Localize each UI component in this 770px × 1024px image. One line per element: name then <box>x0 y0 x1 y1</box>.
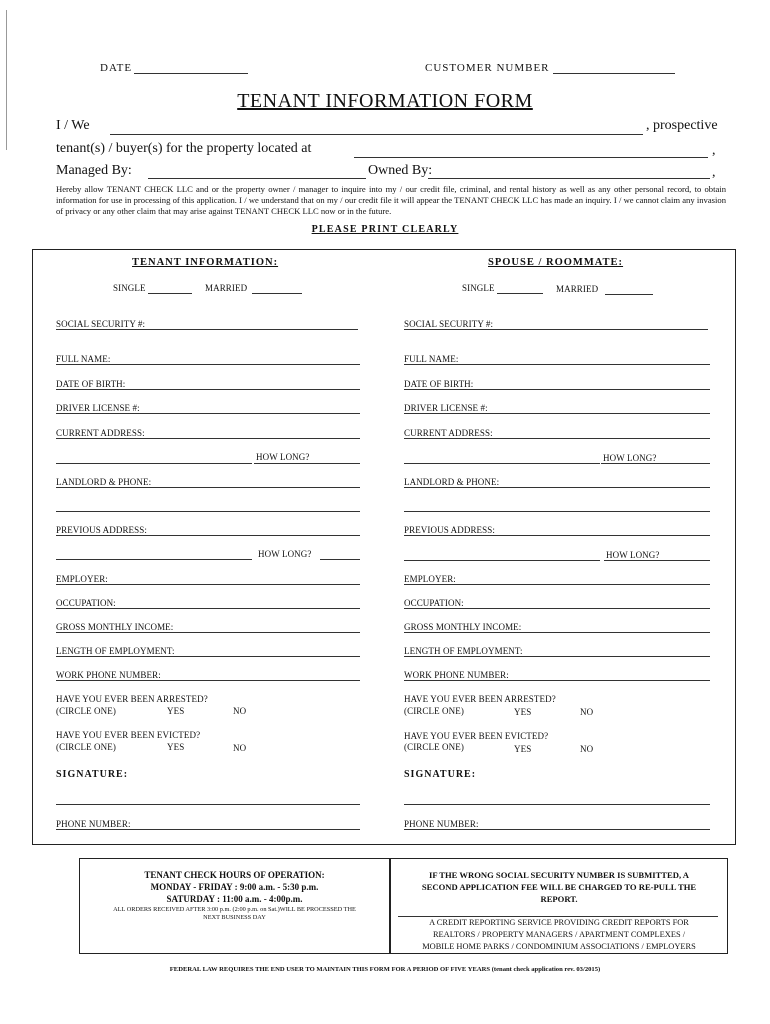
spouse-previous-address-label: PREVIOUS ADDRESS: <box>404 525 495 535</box>
hours-title: TENANT CHECK HOURS OF OPERATION: <box>144 870 325 880</box>
spouse-current-address-field[interactable] <box>404 438 710 439</box>
tenant-previous-address-label: PREVIOUS ADDRESS: <box>56 525 147 535</box>
spouse-married-field[interactable] <box>605 294 653 295</box>
spouse-dob-label: DATE OF BIRTH: <box>404 379 474 389</box>
tenant-single-field[interactable] <box>148 293 192 294</box>
i-we-label: I / We <box>56 118 90 133</box>
tenant-arrested-yes[interactable]: YES <box>167 706 185 716</box>
spouse-employer-field[interactable] <box>404 584 710 585</box>
tenant-landlord-line-2[interactable] <box>56 511 360 512</box>
tenant-employer-field[interactable] <box>56 584 360 585</box>
tenant-dob-label: DATE OF BIRTH: <box>56 379 126 389</box>
tenant-signature-label: SIGNATURE: <box>56 769 129 780</box>
tenant-signature-field[interactable] <box>56 804 360 805</box>
tenant-dob-field[interactable] <box>56 389 360 390</box>
spouse-how-long-field[interactable] <box>601 463 710 464</box>
application-box <box>32 249 736 845</box>
tenant-how-long-field[interactable] <box>254 463 360 464</box>
spouse-full-name-field[interactable] <box>404 364 710 365</box>
spouse-landlord-label: LANDLORD & PHONE: <box>404 477 500 487</box>
tenant-circle-one-2: (CIRCLE ONE) <box>56 742 116 752</box>
spouse-heading: SPOUSE / ROOMMATE: <box>488 257 624 268</box>
tenant-previous-address-line-2[interactable] <box>56 559 252 560</box>
applicant-names-field[interactable] <box>110 134 643 135</box>
spouse-work-phone-label: WORK PHONE NUMBER: <box>404 670 509 680</box>
tenant-full-name-field[interactable] <box>56 364 360 365</box>
tenant-landlord-field[interactable] <box>56 487 360 488</box>
spouse-signature-label: SIGNATURE: <box>404 769 477 780</box>
spouse-landlord-field[interactable] <box>404 487 710 488</box>
spouse-gross-income-field[interactable] <box>404 632 710 633</box>
spouse-occupation-label: OCCUPATION: <box>404 598 464 608</box>
spouse-married-label: MARRIED <box>556 284 599 294</box>
tenant-work-phone-label: WORK PHONE NUMBER: <box>56 670 161 680</box>
date-label: DATE <box>100 62 133 74</box>
spouse-how-long-label: HOW LONG? <box>603 453 657 463</box>
spouse-current-address-label: CURRENT ADDRESS: <box>404 428 493 438</box>
tenant-length-employment-field[interactable] <box>56 656 360 657</box>
page-title: TENANT INFORMATION FORM <box>237 90 533 112</box>
prospective-label: , prospective <box>646 118 718 133</box>
spouse-dob-field[interactable] <box>404 389 710 390</box>
tenant-evicted-no[interactable]: NO <box>233 743 247 753</box>
spouse-arrested-no[interactable]: NO <box>580 707 594 717</box>
tenant-ssn-field[interactable] <box>56 329 358 330</box>
managed-by-field[interactable] <box>148 178 366 179</box>
footer-notice: FEDERAL LAW REQUIRES THE END USER TO MAINTAIN THIS FORM FOR A PERIOD OF FIVE YEARS (tenant check application rev. 03/2015) <box>169 966 601 973</box>
spouse-circle-one-2: (CIRCLE ONE) <box>404 742 464 752</box>
tenant-how-long-label: HOW LONG? <box>256 452 310 462</box>
tenant-how-long-2-label: HOW LONG? <box>258 549 312 559</box>
spouse-length-employment-label: LENGTH OF EMPLOYMENT: <box>404 646 523 656</box>
spouse-occupation-field[interactable] <box>404 608 710 609</box>
spouse-landlord-line-2[interactable] <box>404 511 710 512</box>
tenant-arrested-no[interactable]: NO <box>233 706 247 716</box>
tenant-gross-income-label: GROSS MONTHLY INCOME: <box>56 622 174 632</box>
managed-by-label: Managed By: <box>56 163 132 178</box>
spouse-single-label: SINGLE <box>462 283 495 293</box>
tenant-how-long-2-field[interactable] <box>320 559 360 560</box>
spouse-single-field[interactable] <box>497 293 543 294</box>
tenant-current-address-line-2[interactable] <box>56 463 252 464</box>
spouse-ssn-label: SOCIAL SECURITY #: <box>404 319 494 329</box>
hours-saturday: SATURDAY : 11:00 a.m. - 4:00p.m. <box>166 894 303 904</box>
warning-line-3: REPORT. <box>540 894 578 904</box>
comma-1: , <box>712 143 716 158</box>
customer-number-label: CUSTOMER NUMBER <box>425 62 550 74</box>
spouse-full-name-label: FULL NAME: <box>404 354 459 364</box>
spouse-phone-number-field[interactable] <box>404 829 710 830</box>
tenants-line-label: tenant(s) / buyer(s) for the property located at <box>56 141 312 156</box>
tenant-heading: TENANT INFORMATION: <box>132 257 279 268</box>
spouse-employer-label: EMPLOYER: <box>404 574 456 584</box>
service-line-2: REALTORS / PROPERTY MANAGERS / APARTMENT COMPLEXES / <box>432 930 686 939</box>
spouse-arrested-question: HAVE YOU EVER BEEN ARRESTED? <box>404 694 556 704</box>
spouse-previous-address-field[interactable] <box>404 535 710 536</box>
tenant-landlord-label: LANDLORD & PHONE: <box>56 477 152 487</box>
spouse-ssn-field[interactable] <box>404 329 708 330</box>
spouse-driver-license-field[interactable] <box>404 413 710 414</box>
spouse-work-phone-field[interactable] <box>404 680 710 681</box>
scan-edge <box>6 10 7 150</box>
hours-weekday: MONDAY - FRIDAY : 9:00 a.m. - 5:30 p.m. <box>150 882 319 892</box>
tenant-circle-one-1: (CIRCLE ONE) <box>56 706 116 716</box>
tenant-phone-number-label: PHONE NUMBER: <box>56 819 131 829</box>
owned-by-field[interactable] <box>428 178 710 179</box>
warning-line-2: SECOND APPLICATION FEE WILL BE CHARGED TO RE-PULL THE <box>421 882 697 892</box>
service-line-1: A CREDIT REPORTING SERVICE PROVIDING CREDIT REPORTS FOR <box>429 918 689 927</box>
tenant-previous-address-field[interactable] <box>56 535 360 536</box>
tenant-employer-label: EMPLOYER: <box>56 574 108 584</box>
warning-line-1: IF THE WRONG SOCIAL SECURITY NUMBER IS SUBMITTED, A <box>428 870 690 880</box>
spouse-arrested-yes[interactable]: YES <box>514 707 532 717</box>
property-address-field[interactable] <box>354 157 708 158</box>
tenant-driver-license-label: DRIVER LICENSE #: <box>56 403 140 413</box>
tenant-occupation-label: OCCUPATION: <box>56 598 116 608</box>
comma-2: , <box>712 165 716 180</box>
warning-divider <box>398 916 718 917</box>
tenant-occupation-field[interactable] <box>56 608 360 609</box>
spouse-current-address-line-2[interactable] <box>404 463 600 464</box>
spouse-signature-field[interactable] <box>404 804 710 805</box>
spouse-how-long-2-label: HOW LONG? <box>606 550 660 560</box>
spouse-phone-number-label: PHONE NUMBER: <box>404 819 479 829</box>
tenant-phone-number-field[interactable] <box>56 829 360 830</box>
tenant-arrested-question: HAVE YOU EVER BEEN ARRESTED? <box>56 694 208 704</box>
spouse-driver-license-label: DRIVER LICENSE #: <box>404 403 488 413</box>
tenant-length-employment-label: LENGTH OF EMPLOYMENT: <box>56 646 175 656</box>
consent-paragraph: Hereby allow TENANT CHECK LLC and or the property owner / manager to inquire into my / our credit file, criminal, and rental history as well as any other personal record, to obtain information for use in processing of this application. I / we understand that on my / our credit file it will appear the TENANT CHECK LLC has made an inquiry. I / we cannot claim any invasion of privacy or any other claim that may arise against TENANT CHECK LLC now or in the future. <box>56 184 726 216</box>
tenant-ssn-label: SOCIAL SECURITY #: <box>56 319 146 329</box>
customer-number-field[interactable] <box>553 73 675 74</box>
tenant-current-address-label: CURRENT ADDRESS: <box>56 428 145 438</box>
service-line-3: MOBILE HOME PARKS / CONDOMINIUM ASSOCIATIONS / EMPLOYERS <box>422 942 696 951</box>
tenant-married-label: MARRIED <box>205 283 248 293</box>
hours-note-1: ALL ORDERS RECEIVED AFTER 3:00 p.m. (2:00 p.m. on Sat.)WILL BE PROCESSED THE <box>113 906 356 913</box>
tenant-driver-license-field[interactable] <box>56 413 360 414</box>
tenant-full-name-label: FULL NAME: <box>56 354 111 364</box>
tenant-evicted-question: HAVE YOU EVER BEEN EVICTED? <box>56 730 201 740</box>
hours-note-2: NEXT BUSINESS DAY <box>203 914 266 921</box>
spouse-evicted-yes[interactable]: YES <box>514 744 532 754</box>
spouse-previous-address-line-2[interactable] <box>404 560 600 561</box>
tenant-work-phone-field[interactable] <box>56 680 360 681</box>
tenant-gross-income-field[interactable] <box>56 632 360 633</box>
tenant-current-address-field[interactable] <box>56 438 360 439</box>
spouse-circle-one-1: (CIRCLE ONE) <box>404 706 464 716</box>
spouse-how-long-2-field[interactable] <box>604 560 710 561</box>
spouse-evicted-no[interactable]: NO <box>580 744 594 754</box>
tenant-married-field[interactable] <box>252 293 302 294</box>
spouse-evicted-question: HAVE YOU EVER BEEN EVICTED? <box>404 731 549 741</box>
spouse-gross-income-label: GROSS MONTHLY INCOME: <box>404 622 522 632</box>
date-field[interactable] <box>134 73 248 74</box>
tenant-evicted-yes[interactable]: YES <box>167 742 185 752</box>
owned-by-label: Owned By: <box>368 163 433 178</box>
print-clearly-notice: PLEASE PRINT CLEARLY <box>311 224 459 235</box>
spouse-length-employment-field[interactable] <box>404 656 710 657</box>
tenant-single-label: SINGLE <box>113 283 146 293</box>
